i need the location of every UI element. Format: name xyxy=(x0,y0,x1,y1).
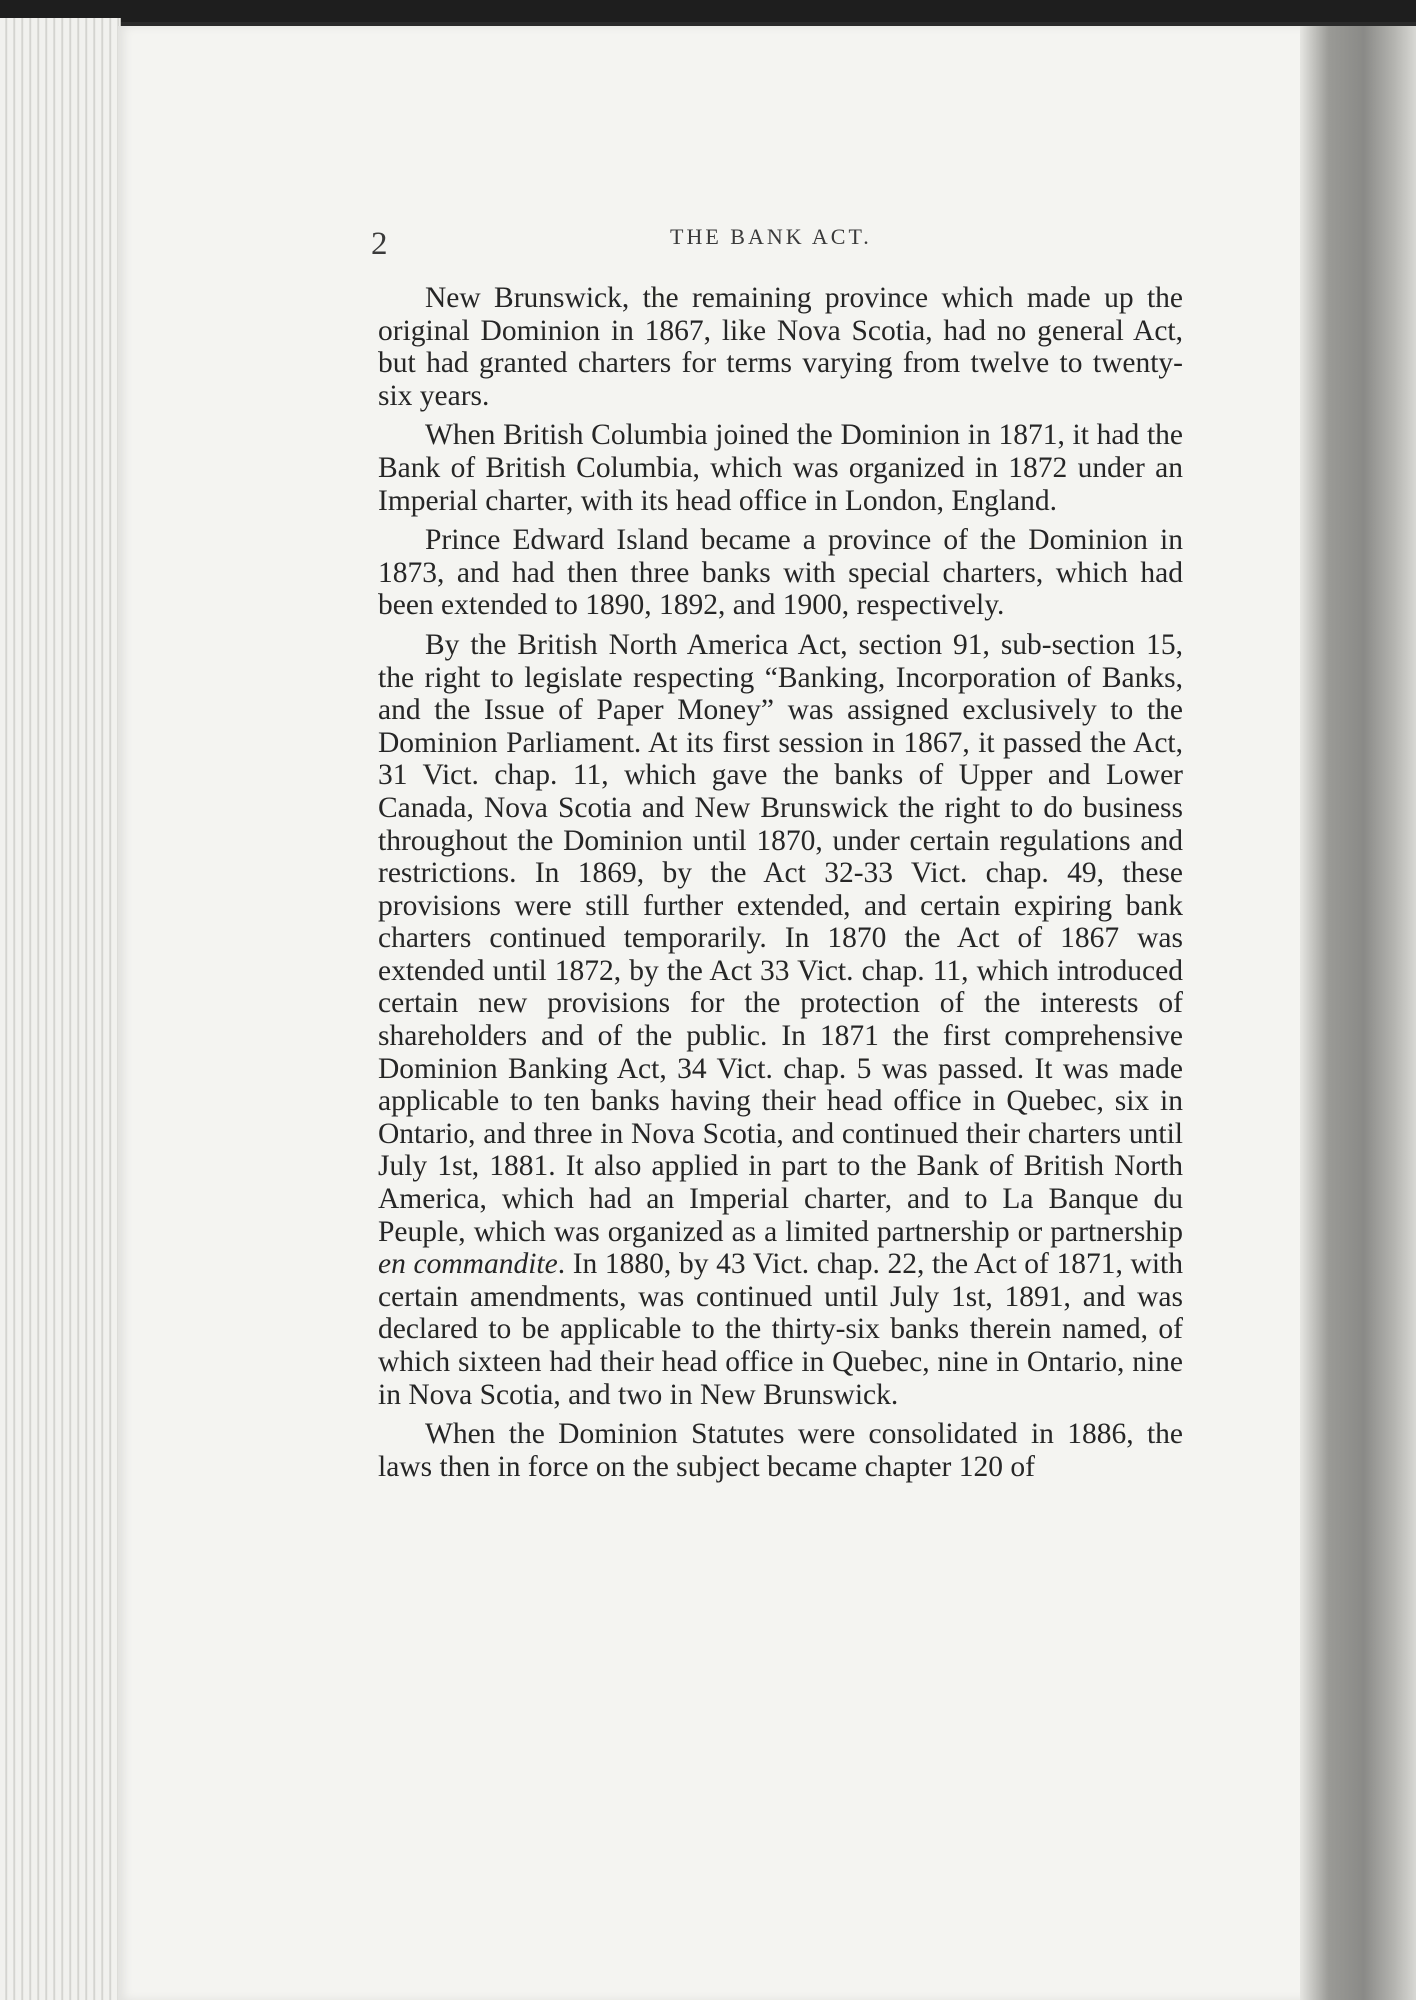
book-gutter-shadow xyxy=(1300,26,1416,2000)
page-number: 2 xyxy=(371,226,388,262)
body-text xyxy=(378,282,1183,1490)
paragraph-bna-act xyxy=(378,629,1183,1411)
paragraph-british-columbia: When British Columbia joined the Dominion in 1871, it had the Bank of British Columbia, which was organized in 1872 under an Imperial charter, with its head office in London, England. xyxy=(378,419,1183,517)
paragraph-bna-act-part-1: By the British North America Act, section 91, sub-section 15, the right to legislate respecting “Banking, Incorporation of Banks, and the Issue of Paper Money” was assigned exclusively to the Dominion Parliament. At its first session in 1867, it passed the Act, 31 Vict. chap. 11, which gave the banks of Upper and Lower Canada, Nova Scotia and New Brunswick the right to do business throughout the Dominion until 1870, under certain regulations and restrictions. In 1869, by the Act 32-33 Vict. chap. 49, these provisions were still further extended, and certain expiring bank charters continued temporarily. In 1870 the Act of 1867 was extended until 1872, by the Act 33 Vict. chap. 11, which introduced certain new provisions for the protection of the interests of shareholders and of the public. In 1871 the first comprehensive Dominion Banking Act, 34 Vict. chap. 5 was passed. It was made applicable to ten banks having their head office in Quebec, six in Ontario, and three in Nova Scotia, and continued their charters until July 1st, 1881. It also applied in part to the Bank of British North America, which had an Imperial charter, and to La Banque du Peuple, which was organized as a limited partnership or partnership xyxy=(378,628,1183,1248)
paragraph-bna-act-italic: en commandite xyxy=(378,1248,558,1281)
running-head: THE BANK ACT. xyxy=(670,224,872,249)
page-stack-edge xyxy=(0,18,121,2000)
paragraph-new-brunswick: New Brunswick, the remaining province which made up the original Dominion in 1867, like Nova Scotia, had no general Act, but had granted charters for terms varying from twelve to twenty-six years. xyxy=(378,282,1183,412)
paragraph-bna-act-part-2: . In 1880, by 43 Vict. chap. 22, the Act of 1871, with certain amendments, was continued until July 1st, 1891, and was declared to be applicable to the thirty-six banks therein named, of which sixteen had their head office in Quebec, nine in Ontario, nine in Nova Scotia, and two in New Brunswick. xyxy=(378,1248,1183,1411)
scan-top-edge xyxy=(0,0,1416,22)
paragraph-consolidation: When the Dominion Statutes were consolidated in 1886, the laws then in force on the subject became chapter 120 of xyxy=(378,1418,1183,1483)
paragraph-prince-edward-island: Prince Edward Island became a province of the Dominion in 1873, and had then three banks with special charters, which had been extended to 1890, 1892, and 1900, respectively. xyxy=(378,524,1183,622)
